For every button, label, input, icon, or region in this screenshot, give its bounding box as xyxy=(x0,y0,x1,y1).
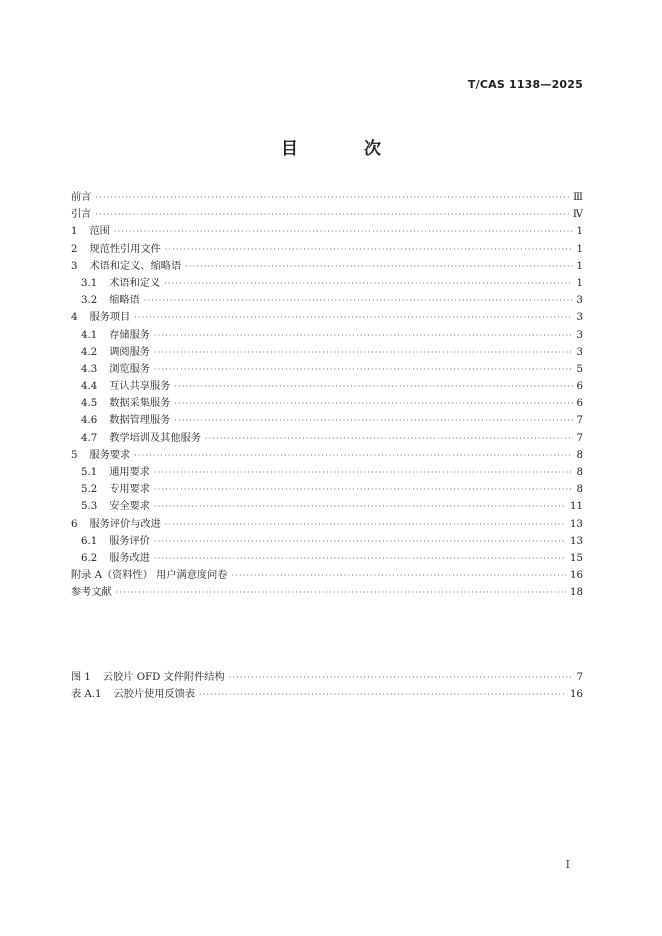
toc-entry-number: 3.1 xyxy=(81,277,98,289)
toc-entry-title: 附录 A（资料性） 用户满意度问卷 xyxy=(71,570,228,582)
dot-leader xyxy=(174,412,572,429)
page-number: I xyxy=(565,858,570,871)
toc-entry-title: 互认共享服务 xyxy=(109,381,171,393)
toc-entry-title: 引言 xyxy=(71,209,92,221)
toc-entry[interactable] xyxy=(71,447,583,464)
toc-entry-number: 2 xyxy=(71,243,78,255)
dot-leader xyxy=(164,275,572,292)
table-of-contents xyxy=(71,189,583,602)
toc-entry-title: 范围 xyxy=(89,226,110,238)
toc-entry-page: 3 xyxy=(576,346,583,358)
toc-entry-title: 服务评价与改进 xyxy=(89,518,161,530)
toc-entry-page: 16 xyxy=(570,689,583,701)
standard-code: T/CAS 1138—2025 xyxy=(467,78,583,91)
toc-entry-page: 13 xyxy=(570,535,583,547)
dot-leader xyxy=(154,481,573,498)
toc-entry-number: 6.1 xyxy=(81,535,98,547)
toc-entry[interactable] xyxy=(71,275,583,292)
toc-entry-page: 3 xyxy=(576,295,583,307)
toc-entry-page: 1 xyxy=(576,260,583,272)
toc-entry-page: 6 xyxy=(576,398,583,410)
toc-entry-number: 6 xyxy=(71,518,78,530)
toc-entry-page: Ⅳ xyxy=(572,209,583,221)
toc-entry-number: 4 xyxy=(71,312,78,324)
dot-leader xyxy=(229,669,573,686)
dot-leader xyxy=(165,241,573,258)
toc-entry[interactable] xyxy=(71,481,583,498)
figures-tables-list xyxy=(71,669,583,703)
toc-entry[interactable] xyxy=(71,344,583,361)
toc-entry[interactable] xyxy=(71,686,583,703)
toc-entry-number: 4.2 xyxy=(81,346,98,358)
toc-entry-title: 服务改进 xyxy=(109,552,150,564)
toc-entry-number: 4.1 xyxy=(81,329,98,341)
dot-leader xyxy=(144,292,573,309)
toc-entry-title: 专用要求 xyxy=(109,484,150,496)
toc-entry[interactable] xyxy=(71,189,583,206)
toc-entry-title: 安全要求 xyxy=(109,501,150,513)
toc-entry-number: 5.2 xyxy=(81,484,98,496)
toc-entry[interactable] xyxy=(71,327,583,344)
toc-entry[interactable] xyxy=(71,498,583,515)
toc-entry-title: 参考文献 xyxy=(71,587,112,599)
toc-entry-title: 术语和定义、缩略语 xyxy=(89,260,182,272)
toc-entry-number: 3 xyxy=(71,260,78,272)
toc-entry-title: 云胶片 OFD 文件附件结构 xyxy=(102,672,225,683)
dot-leader xyxy=(205,430,573,447)
toc-entry[interactable] xyxy=(71,241,583,258)
toc-entry[interactable] xyxy=(71,378,583,395)
toc-entry[interactable] xyxy=(71,206,583,223)
toc-entry-title: 规范性引用文件 xyxy=(89,243,161,255)
toc-entry-number: 5.1 xyxy=(81,467,98,478)
toc-entry-page: 3 xyxy=(576,312,583,324)
toc-entry[interactable] xyxy=(71,669,583,686)
dot-leader xyxy=(116,584,566,601)
toc-entry-number: 5.3 xyxy=(81,501,98,513)
dot-leader xyxy=(185,258,572,275)
dot-leader xyxy=(154,344,573,361)
toc-entry-title: 服务要求 xyxy=(89,449,131,461)
toc-entry-title: 前言 xyxy=(71,192,92,203)
dot-leader xyxy=(154,327,573,344)
toc-entry-page: Ⅲ xyxy=(573,192,583,203)
toc-entry[interactable] xyxy=(71,550,583,567)
toc-entry-title: 通用要求 xyxy=(109,467,150,478)
toc-entry[interactable] xyxy=(71,430,583,447)
toc-entry-title: 浏览服务 xyxy=(109,363,150,375)
toc-entry[interactable] xyxy=(71,223,583,240)
toc-entry-number: 5 xyxy=(71,449,78,461)
dot-leader xyxy=(154,498,566,515)
toc-entry-title: 教学培训及其他服务 xyxy=(109,432,201,444)
dot-leader xyxy=(174,378,572,395)
toc-entry-title: 术语和定义 xyxy=(109,277,161,289)
dot-leader xyxy=(114,223,573,240)
toc-entry-page: 8 xyxy=(576,467,583,478)
toc-entry[interactable] xyxy=(71,309,583,326)
dot-leader xyxy=(174,395,572,412)
toc-entry-number: 4.6 xyxy=(81,415,98,427)
toc-entry-title: 数据管理服务 xyxy=(109,415,171,427)
toc-entry-page: 1 xyxy=(576,243,583,255)
toc-entry-page: 8 xyxy=(576,449,583,461)
toc-entry-number: 4.7 xyxy=(81,432,98,444)
dot-leader xyxy=(95,206,568,223)
toc-entry-page: 1 xyxy=(576,277,583,289)
toc-entry-page: 16 xyxy=(570,570,583,582)
toc-entry[interactable] xyxy=(71,567,583,584)
toc-entry-number: 4.3 xyxy=(81,363,98,375)
toc-entry[interactable] xyxy=(71,258,583,275)
toc-entry-number: 4.5 xyxy=(81,398,98,410)
toc-entry[interactable] xyxy=(71,412,583,429)
page-title: 目 次 xyxy=(281,139,411,159)
dot-leader xyxy=(165,516,566,533)
dot-leader xyxy=(231,567,566,584)
toc-entry-page: 11 xyxy=(570,501,583,513)
toc-entry-number: 图 1 xyxy=(71,672,91,683)
toc-entry[interactable] xyxy=(71,361,583,378)
toc-entry-title: 服务项目 xyxy=(89,312,131,324)
toc-entry-title: 存储服务 xyxy=(109,329,150,341)
dot-leader xyxy=(154,464,573,481)
toc-entry-page: 13 xyxy=(570,518,583,530)
toc-entry-page: 7 xyxy=(576,672,583,683)
toc-entry-page: 8 xyxy=(576,484,583,496)
toc-entry[interactable] xyxy=(71,464,583,481)
toc-entry-title: 缩略语 xyxy=(109,295,140,307)
dot-leader xyxy=(154,533,566,550)
toc-entry-number: 表 A.1 xyxy=(71,689,102,701)
toc-entry-page: 3 xyxy=(576,329,583,341)
toc-entry-title: 服务评价 xyxy=(109,535,150,547)
toc-entry-number: 6.2 xyxy=(81,552,98,564)
toc-entry-page: 15 xyxy=(570,552,583,564)
toc-entry-title: 云胶片使用反馈表 xyxy=(113,689,196,701)
toc-entry-number: 4.4 xyxy=(81,381,98,393)
toc-entry-number: 3.2 xyxy=(81,295,98,307)
toc-entry-page: 6 xyxy=(576,381,583,393)
toc-entry[interactable] xyxy=(71,584,583,601)
toc-entry-title: 数据采集服务 xyxy=(109,398,171,410)
dot-leader xyxy=(95,189,569,206)
toc-entry-page: 5 xyxy=(576,363,583,375)
dot-leader xyxy=(134,447,572,464)
toc-entry-page: 18 xyxy=(570,587,583,599)
toc-entry-page: 7 xyxy=(576,415,583,427)
toc-entry-page: 7 xyxy=(576,432,583,444)
toc-entry[interactable] xyxy=(71,516,583,533)
toc-entry[interactable] xyxy=(71,533,583,550)
dot-leader xyxy=(199,686,566,703)
toc-entry-title: 调阅服务 xyxy=(109,346,150,358)
toc-entry-number: 1 xyxy=(71,226,78,238)
toc-entry[interactable] xyxy=(71,292,583,309)
dot-leader xyxy=(154,550,566,567)
toc-entry-page: 1 xyxy=(576,226,583,238)
toc-entry[interactable] xyxy=(71,395,583,412)
dot-leader xyxy=(134,309,572,326)
dot-leader xyxy=(154,361,573,378)
